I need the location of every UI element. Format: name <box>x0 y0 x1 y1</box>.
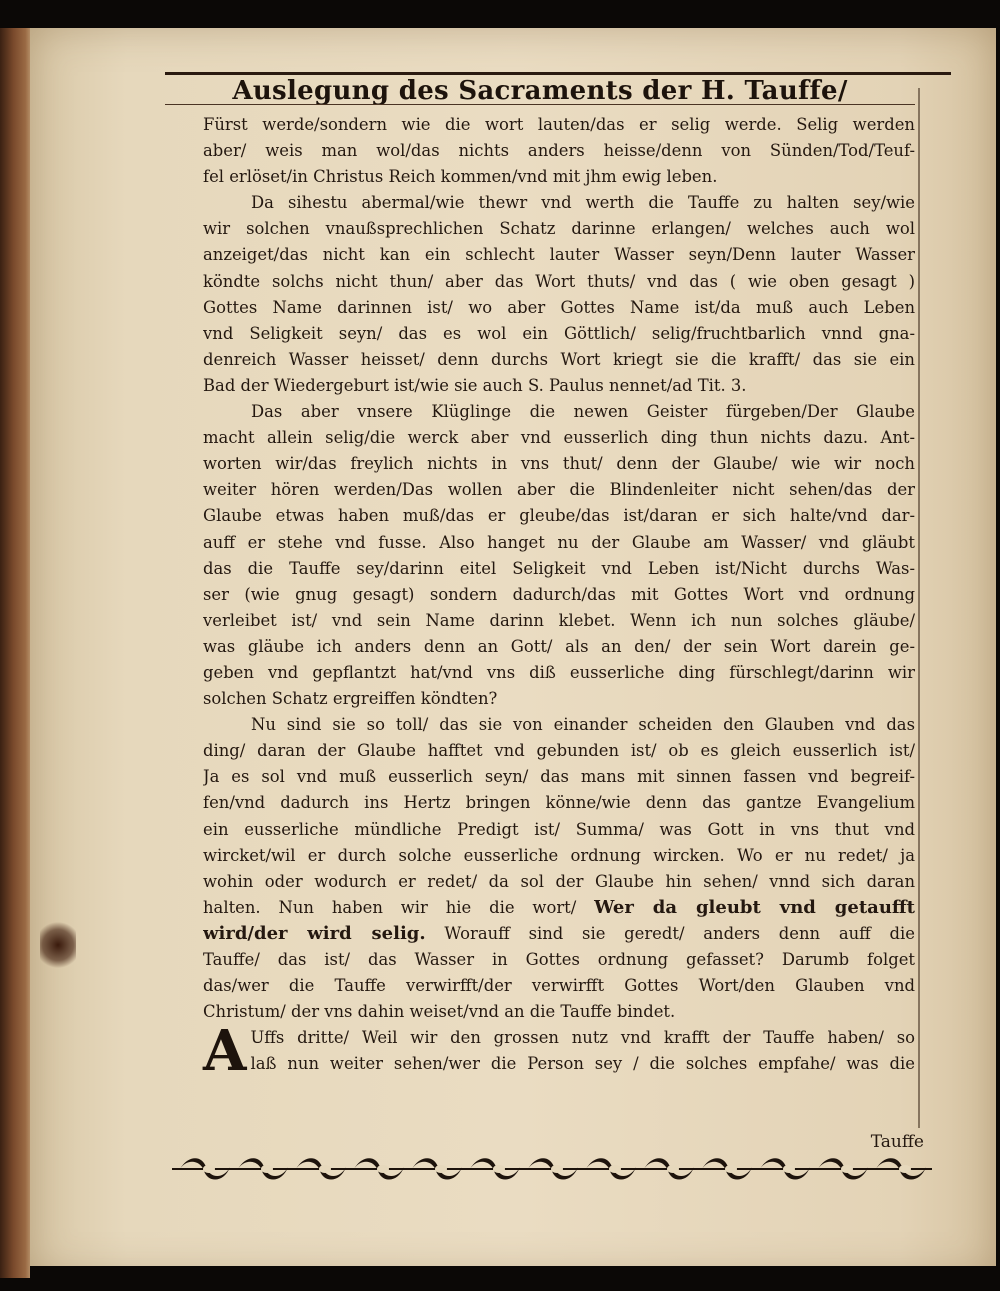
page-bottom-edge <box>30 1266 996 1291</box>
ornament-eye <box>609 1165 621 1173</box>
text-line: vnd Seligkeit seyn/ das es wol ein Göttlich/ selig/fruchtbarlich vnnd gna- <box>203 323 915 343</box>
ornament-eye <box>551 1165 563 1173</box>
text-line: wohin oder wodurch er redet/ da sol der Glaube hin sehen/ vnnd sich daran <box>203 871 915 891</box>
margin-rule <box>918 88 920 1128</box>
text-line: wircket/wil er durch solche eusserliche ordnung wircken. Wo er nu redet/ ja <box>203 845 915 865</box>
running-head: Auslegung des Sacraments der H. Tauffe/ <box>232 76 848 106</box>
paragraph-with-initial <box>203 1018 915 1085</box>
text-line: fen/vnd dadurch ins Hertz bringen könne/wie denn das gantze Evangelium <box>203 793 915 813</box>
text-line: köndte solchs nicht thun/ aber das Wort thuts/ vnd das ( wie oben gesagt ) <box>203 271 915 291</box>
text-line: solchen Schatz ergreiffen köndten? <box>203 689 498 709</box>
text-line: Das aber vnsere Klüglinge die newen Geister fürgeben/Der Glaube <box>251 402 915 422</box>
scripture-quote: wird/der wird selig. <box>203 922 426 944</box>
text-line: fel erlöset/in Christus Reich kommen/vnd mit jhm ewig leben. <box>203 167 718 187</box>
text-line: Fürst werde/sondern wie die wort lauten/das er selig werde. Selig werden <box>203 115 915 134</box>
text-line-mixed <box>203 895 915 921</box>
ornament-eye <box>435 1165 447 1173</box>
text-line: worten wir/das freylich nichts in vns thut/ denn der Glaube/ wie wir noch <box>203 454 915 474</box>
ornament-eye <box>377 1165 389 1173</box>
ornament-eye <box>783 1165 795 1173</box>
text-run: Worauff sind sie geredt/ anders denn auff die <box>425 923 915 943</box>
text-line: auff er stehe vnd fusse. Also hanget nu der Glaube am Wasser/ vnd gläubt <box>203 532 915 552</box>
text-line: Christum/ der vns dahin weiset/vnd an die Tauffe bindet. <box>203 1002 676 1022</box>
ornament-eye <box>319 1165 331 1173</box>
text-line: laß nun weiter sehen/wer die Person sey / die solches empfahe/ was die <box>250 1054 915 1074</box>
ornament-eye <box>667 1165 679 1173</box>
text-line: das die Tauffe sey/darinn eitel Seligkeit vnd Leben ist/Nicht durchs Was- <box>203 558 915 578</box>
text-line: Glaube etwas haben muß/das er gleube/das ist/daran er sich halte/vnd dar- <box>203 506 915 526</box>
text-line: macht allein selig/die werck aber vnd eusserlich ding thun nichts dazu. Ant- <box>203 428 915 448</box>
text-line: Tauffe/ das ist/ das Wasser in Gottes ordnung gefasset? Darumb folget <box>203 950 915 969</box>
ornament-border <box>172 1152 932 1186</box>
text-run: halten. Nun haben wir hie die wort/ <box>203 897 595 917</box>
text-line: denreich Wasser heisset/ denn durchs Wort kriegt sie die krafft/ das sie ein <box>203 349 915 369</box>
text-line-mixed <box>203 921 915 947</box>
ornament-eye <box>841 1165 853 1173</box>
text-line: geben vnd gepflantzt hat/vnd vns diß eusserliche ding fürschlegt/darinn wir <box>203 662 915 682</box>
text-line: ein eusserliche mündliche Predigt ist/ Summa/ was Gott in vns thut vnd <box>203 819 915 839</box>
text-line: anzeiget/das nicht kan ein schlecht lauter Wasser seyn/Denn lauter Wasser <box>203 245 915 265</box>
text-line: Da sihestu abermal/wie thewr vnd werth die Tauffe zu halten sey/wie <box>251 193 915 213</box>
body-text <box>203 112 915 1085</box>
text-line: Nu sind sie so toll/ das sie von einander scheiden den Glauben vnd das <box>251 715 915 735</box>
ornament-eye <box>261 1165 273 1173</box>
text-line: wir solchen vnaußsprechlichen Schatz darinne erlangen/ welches auch wol <box>203 219 915 239</box>
text-line: das/wer die Tauffe verwirfft/der verwirfft Gottes Wort/den Glauben vnd <box>203 976 915 996</box>
ornament-eye <box>493 1165 505 1173</box>
text-line: Bad der Wiedergeburt ist/wie sie auch S. Paulus nennet/ad Tit. 3. <box>203 375 747 395</box>
text-line: was gläube ich anders denn an Gott/ als an den/ der sein Wort darein ge- <box>203 636 915 656</box>
text-line: ding/ daran der Glaube hafftet vnd gebunden ist/ ob es gleich eusserlich ist/ <box>203 741 915 761</box>
scripture-quote: Wer da gleubt vnd getaufft <box>594 896 915 918</box>
book-binding <box>0 28 34 1278</box>
text-line: weiter hören werden/Das wollen aber die Blindenleiter nicht sehen/das der <box>203 480 915 500</box>
text-line: Gottes Name darinnen ist/ wo aber Gottes Name ist/da muß auch Leben <box>203 297 915 317</box>
ornament-eye <box>203 1165 215 1173</box>
drop-initial: A <box>203 1018 247 1085</box>
text-line: Ja es sol vnd muß eusserlich seyn/ das mans mit sinnen fassen vnd begreif- <box>203 767 915 787</box>
text-line: verleibet ist/ vnd sein Name darinn klebet. Wenn ich nun solches gläube/ <box>203 610 915 630</box>
header-underline <box>165 104 915 105</box>
ornament-eye <box>725 1165 737 1173</box>
text-line: Uffs dritte/ Weil wir den grossen nutz vnd krafft der Tauffe haben/ so <box>250 1028 915 1048</box>
text-line: ser (wie gnug gesagt) sondern dadurch/das mit Gottes Wort vnd ordnung <box>203 584 915 604</box>
ink-stain <box>40 920 76 970</box>
catchword: Tauffe <box>870 1132 924 1152</box>
ornament-eye <box>899 1165 911 1173</box>
header-rule <box>165 72 951 75</box>
text-line: aber/ weis man wol/das nichts anders heisse/denn von Sünden/Tod/Teuf- <box>203 141 915 161</box>
